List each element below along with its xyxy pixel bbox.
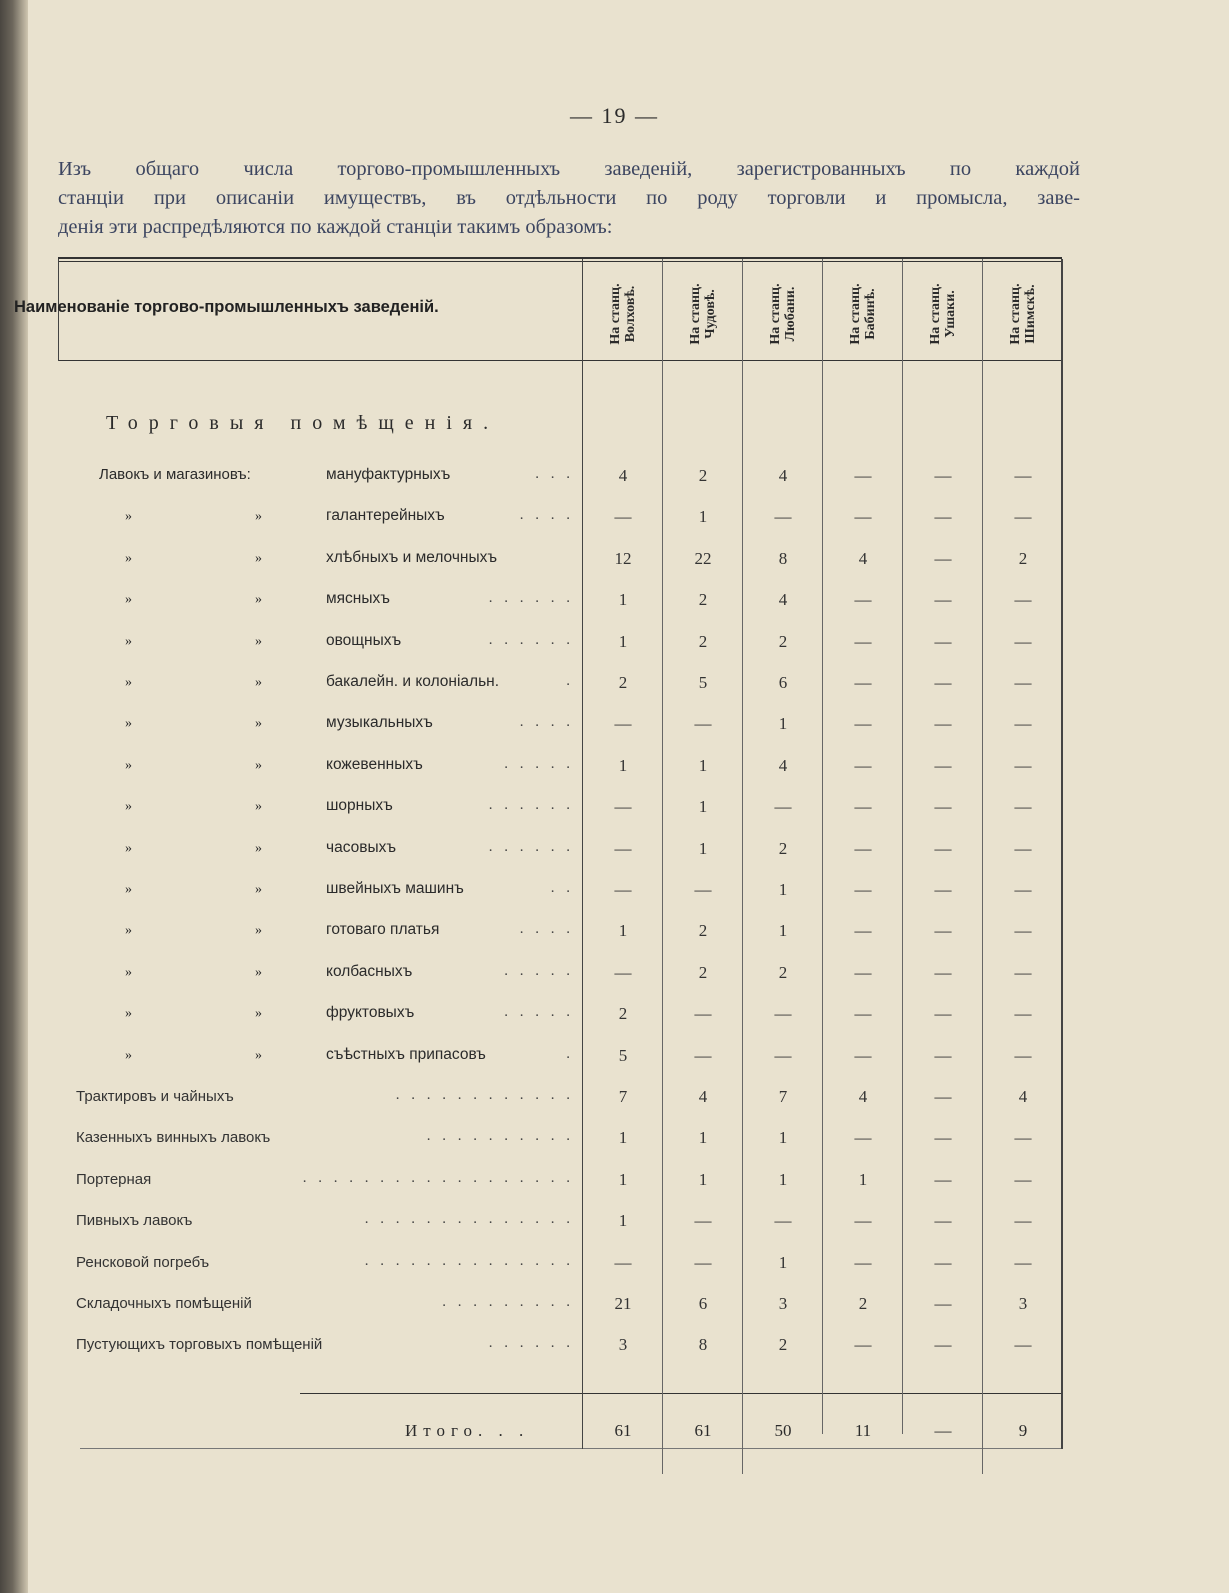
table-cell: 6 <box>778 673 788 692</box>
ditto-mark: » <box>255 509 262 525</box>
table-cell: — <box>854 1252 872 1272</box>
total-cell: — <box>934 1421 952 1440</box>
row-label: Складочныхъ помѣщеній <box>76 1295 252 1312</box>
table-cell: 1 <box>778 1169 788 1189</box>
table-cell: 2 <box>778 838 788 858</box>
table-cell: — <box>694 1045 712 1065</box>
table-cell: 2 <box>618 1004 628 1024</box>
table-row <box>0 914 1229 954</box>
table-cell: 1 <box>778 714 788 734</box>
table-cell: — <box>854 1004 872 1024</box>
table-cell: — <box>1014 631 1032 651</box>
table-cell: 1 <box>618 1211 628 1231</box>
intro-paragraph <box>58 155 1080 242</box>
table-cell: 4 <box>618 466 628 485</box>
table-cell: 2 <box>698 631 708 651</box>
ditto-mark: » <box>255 592 262 608</box>
leader-dots: . . . . . . . . . . . . <box>395 1087 574 1103</box>
table-cell: — <box>1014 1004 1032 1024</box>
table-cell: 7 <box>618 1087 628 1106</box>
row-label: Казенныхъ винныхъ лавокъ <box>76 1129 271 1147</box>
table-cell: — <box>854 797 872 817</box>
table-cell: 1 <box>698 797 708 817</box>
table-cell: 5 <box>698 673 708 692</box>
table-cell: — <box>694 1252 712 1272</box>
table-row <box>0 1163 1229 1203</box>
leader-dots: . . . . . . . . . . . . . . <box>364 1252 574 1269</box>
row-label: галантерейныхъ <box>326 507 445 525</box>
row-label: шорныхъ <box>326 797 393 815</box>
table-cell: — <box>1014 838 1032 858</box>
shop-prefix-label: Лавокъ и магазиновъ: <box>99 466 251 483</box>
table-cell: 4 <box>858 548 868 568</box>
table-cell: — <box>614 714 632 734</box>
ditto-mark: » <box>125 1006 132 1022</box>
table-cell: — <box>614 880 632 899</box>
table-cell: — <box>934 1252 952 1272</box>
table-cell: — <box>934 797 952 817</box>
section-title: Торговыя помѣщенія. <box>106 412 500 434</box>
row-label: хлѣбныхъ и мелочныхъ <box>326 548 498 566</box>
table-cell: — <box>934 1004 952 1024</box>
table-cell: 7 <box>778 1087 788 1106</box>
ditto-mark: » <box>255 675 262 690</box>
leader-dots: . . . . <box>519 921 574 938</box>
table-cell: — <box>854 466 872 485</box>
table-cell: — <box>934 1335 952 1355</box>
ditto-mark: » <box>125 964 132 980</box>
table-cell: 1 <box>778 1252 788 1272</box>
table-cell: 2 <box>778 1335 788 1355</box>
page-number: — 19 — <box>570 103 659 128</box>
total-cell: 61 <box>694 1421 712 1440</box>
table-cell: — <box>934 466 952 485</box>
table-cell: — <box>934 1211 952 1231</box>
ditto-mark: » <box>125 923 132 939</box>
table-cell: 12 <box>614 548 632 568</box>
table-row <box>0 1204 1229 1244</box>
leader-dots: . . . . . . <box>488 838 574 855</box>
leader-dots: . . . . . . <box>488 797 574 814</box>
row-label: часовыхъ <box>326 838 397 856</box>
ditto-mark: » <box>125 882 132 897</box>
table-cell: 1 <box>698 838 708 858</box>
total-cell: 50 <box>774 1421 792 1440</box>
leader-dots: . <box>566 673 574 689</box>
table-cell: 6 <box>698 1294 708 1313</box>
table-cell: — <box>854 590 872 610</box>
table-cell: — <box>1014 1169 1032 1189</box>
leader-dots: . . . . . . . . . . . . . . <box>364 1211 574 1228</box>
row-label: швейныхъ машинъ <box>326 880 464 897</box>
table-cell: — <box>1014 1252 1032 1272</box>
table-cell: — <box>934 921 952 941</box>
table-cell: — <box>854 921 872 941</box>
row-label: кожевенныхъ <box>326 755 423 773</box>
table-cell: — <box>934 1087 952 1106</box>
row-label: съѣстныхъ припасовъ <box>326 1045 486 1063</box>
table-row <box>0 1080 1229 1120</box>
row-label: овощныхъ <box>326 631 402 649</box>
ditto-mark: » <box>255 716 262 732</box>
table-cell: — <box>854 714 872 734</box>
ditto-mark: » <box>125 757 132 773</box>
table-cell: 3 <box>1018 1294 1028 1313</box>
table-cell: — <box>1014 1045 1032 1065</box>
table-cell: 1 <box>618 1169 628 1189</box>
table-cell: 1 <box>618 921 628 941</box>
table-cell: — <box>1014 714 1032 734</box>
leader-dots: . . . . . . . . . . . . . . . . . . <box>302 1169 574 1186</box>
table-row <box>0 873 1229 913</box>
table-cell: 3 <box>778 1294 788 1313</box>
table-row <box>0 625 1229 665</box>
table-cell: 4 <box>778 466 788 485</box>
column-header-chudovo: На станц. Чудовѣ. <box>688 283 718 345</box>
table-row <box>0 500 1229 540</box>
column-header-shimsk: На станц. Шимскѣ. <box>1008 283 1038 345</box>
table-cell: — <box>614 838 632 858</box>
ditto-mark: » <box>255 923 262 939</box>
table-cell: 3 <box>618 1335 628 1355</box>
table-cell: 2 <box>778 631 788 651</box>
ditto-mark: » <box>255 799 262 815</box>
table-cell: — <box>854 1045 872 1065</box>
table-cell: — <box>854 755 872 775</box>
table-cell: 2 <box>858 1294 868 1313</box>
table-row <box>0 707 1229 747</box>
table-cell: — <box>1014 1211 1032 1231</box>
table-cell: — <box>854 673 872 692</box>
table-cell: — <box>854 631 872 651</box>
table-cell: 8 <box>778 548 788 568</box>
table-cell: — <box>854 1128 872 1148</box>
table-cell: — <box>854 1335 872 1355</box>
table-cell: 1 <box>778 921 788 941</box>
leader-dots: . . . . . . <box>488 631 574 648</box>
table-cell: 1 <box>618 631 628 651</box>
table-cell: — <box>614 962 632 982</box>
intro-line: денія эти распредѣляются по каждой станціи такимъ образомъ: <box>58 216 613 238</box>
ditto-mark: » <box>125 592 132 608</box>
table-cell: 1 <box>778 1128 788 1148</box>
ditto-mark: » <box>255 964 262 980</box>
table-cell: 4 <box>858 1087 868 1106</box>
ditto-mark: » <box>125 675 132 690</box>
leader-dots: . . . . . . <box>488 590 574 607</box>
table-cell: — <box>934 631 952 651</box>
table-cell: — <box>934 714 952 734</box>
table-cell: — <box>694 714 712 734</box>
total-label: Итого. . . <box>405 1421 530 1440</box>
table-cell: — <box>774 797 792 817</box>
table-cell: 1 <box>858 1169 868 1189</box>
table-cell: 4 <box>778 590 788 610</box>
row-label: Пивныхъ лавокъ <box>76 1212 193 1230</box>
leader-dots: . . . . . . <box>488 1335 574 1352</box>
table-cell: — <box>854 507 872 527</box>
table-cell: 1 <box>698 507 708 527</box>
table-cell: — <box>614 797 632 817</box>
table-cell: 2 <box>698 962 708 982</box>
total-cell: 11 <box>854 1421 872 1440</box>
table-cell: 5 <box>618 1045 628 1065</box>
table-cell: 2 <box>698 921 708 941</box>
table-cell: — <box>934 1294 952 1313</box>
row-label: Трактировъ и чайныхъ <box>76 1088 234 1105</box>
table-row <box>0 832 1229 872</box>
row-label: фруктовыхъ <box>326 1004 415 1022</box>
table-row <box>0 997 1229 1037</box>
table-cell: 2 <box>698 590 708 610</box>
table-cell: — <box>854 880 872 899</box>
table-cell: — <box>854 1211 872 1231</box>
table-row <box>0 790 1229 830</box>
ditto-mark: » <box>255 882 262 897</box>
table-row <box>0 666 1229 706</box>
table-cell: — <box>694 1004 712 1024</box>
table-row <box>0 1328 1229 1368</box>
table-cell: 4 <box>698 1087 708 1106</box>
leader-dots: . . . . <box>519 507 574 524</box>
table-cell: 2 <box>1018 548 1028 568</box>
table-cell: — <box>934 880 952 899</box>
leader-dots: . <box>566 1045 574 1062</box>
leader-dots: . . . . <box>519 714 574 731</box>
ditto-mark: » <box>255 757 262 773</box>
table-cell: 1 <box>778 880 788 899</box>
table-cell: — <box>1014 1128 1032 1148</box>
table-cell: — <box>934 507 952 527</box>
table-cell: — <box>1014 507 1032 527</box>
column-header-ushaki: На станц. Ушаки. <box>928 283 958 345</box>
row-label: мануфактурныхъ <box>326 466 451 483</box>
column-header-babino: На станц. Бабинѣ. <box>848 283 878 345</box>
column-header-volkhov: На станц. Волховѣ. <box>608 283 638 345</box>
table-cell: — <box>774 507 792 527</box>
row-label: Ренсковой погребъ <box>76 1253 210 1271</box>
table-cell: — <box>934 838 952 858</box>
ditto-mark: » <box>125 1047 132 1063</box>
total-cell: 61 <box>614 1421 632 1440</box>
table-row <box>0 542 1229 582</box>
table-cell: — <box>774 1004 792 1024</box>
table-cell: — <box>934 1128 952 1148</box>
ditto-mark: » <box>255 550 262 566</box>
ditto-mark: » <box>125 840 132 856</box>
row-label: готоваго платья <box>326 921 440 939</box>
table-cell: 1 <box>618 590 628 610</box>
ditto-mark: » <box>255 633 262 649</box>
row-label: мясныхъ <box>326 590 390 608</box>
name-column-header: Наименованіе торгово-промышленныхъ заведеній. <box>14 298 439 316</box>
table-row <box>0 749 1229 789</box>
leader-dots: . . . . . . . . . <box>442 1294 574 1310</box>
table-cell: — <box>934 548 952 568</box>
table-cell: 4 <box>778 755 788 775</box>
table-cell: 4 <box>1018 1087 1028 1106</box>
ditto-mark: » <box>125 716 132 732</box>
table-cell: 2 <box>698 466 708 485</box>
table-cell: — <box>934 673 952 692</box>
table-cell: 1 <box>618 755 628 775</box>
leader-dots: . . <box>550 880 574 896</box>
table-cell: — <box>854 962 872 982</box>
row-label: Портерная <box>76 1170 152 1188</box>
ditto-mark: » <box>125 509 132 525</box>
table-cell: — <box>934 962 952 982</box>
table-cell: — <box>1014 755 1032 775</box>
table-cell: — <box>614 507 632 527</box>
table-cell: 1 <box>698 1128 708 1148</box>
table-cell: 1 <box>698 755 708 775</box>
row-label: музыкальныхъ <box>326 714 433 732</box>
table-cell: 22 <box>694 548 712 568</box>
leader-dots: . . . . . <box>504 755 574 772</box>
column-header-lyuban: На станц. Любани. <box>768 283 798 345</box>
table-row <box>0 1039 1229 1079</box>
row-label: бакалейн. и колоніальн. <box>326 673 500 690</box>
table-cell: — <box>1014 590 1032 610</box>
table-row <box>0 1121 1229 1161</box>
table-row <box>0 583 1229 623</box>
table-row <box>0 1246 1229 1286</box>
table-cell: 2 <box>778 962 788 982</box>
row-label: колбасныхъ <box>326 962 413 980</box>
table-cell: — <box>1014 880 1032 899</box>
table-row <box>0 1287 1229 1327</box>
table-cell: — <box>934 755 952 775</box>
table-cell: — <box>934 1169 952 1189</box>
table-cell: — <box>1014 466 1032 485</box>
table-cell: — <box>1014 797 1032 817</box>
ditto-mark: » <box>255 1006 262 1022</box>
table-cell: — <box>774 1211 792 1231</box>
table-cell: — <box>854 838 872 858</box>
table-cell: — <box>934 1045 952 1065</box>
table-cell: — <box>774 1045 792 1065</box>
intro-line: станціи при описаніи имуществъ, въ отдѣльности по роду торговли и промысла, заве- <box>58 187 1080 209</box>
ditto-mark: » <box>125 633 132 649</box>
table-cell: — <box>1014 962 1032 982</box>
table-cell: 8 <box>698 1335 708 1355</box>
table-row <box>0 956 1229 996</box>
ditto-mark: » <box>255 840 262 856</box>
ditto-mark: » <box>125 550 132 566</box>
table-cell: — <box>614 1252 632 1272</box>
table-row <box>0 459 1229 499</box>
table-cell: 21 <box>614 1294 632 1313</box>
table-cell: — <box>694 1211 712 1231</box>
intro-line: Изъ общаго числа торгово-промышленныхъ заведеній, зарегистрованныхъ по каждой <box>58 158 1080 180</box>
leader-dots: . . . . . <box>504 1004 574 1021</box>
leader-dots: . . . . . . . . . . <box>426 1128 574 1145</box>
table-cell: 1 <box>618 1128 628 1148</box>
table-cell: — <box>1014 1335 1032 1355</box>
table-cell: 1 <box>698 1169 708 1189</box>
table-cell: — <box>1014 921 1032 941</box>
leader-dots: . . . <box>535 466 574 482</box>
table-cell: — <box>694 880 712 899</box>
ditto-mark: » <box>125 799 132 815</box>
row-label: Пустующихъ торговыхъ помѣщеній <box>76 1336 323 1354</box>
ditto-mark: » <box>255 1047 262 1063</box>
table-cell: — <box>1014 673 1032 692</box>
total-cell: 9 <box>1018 1421 1028 1440</box>
table-cell: — <box>934 590 952 610</box>
leader-dots: . . . . . <box>504 962 574 979</box>
table-cell: 2 <box>618 673 628 692</box>
